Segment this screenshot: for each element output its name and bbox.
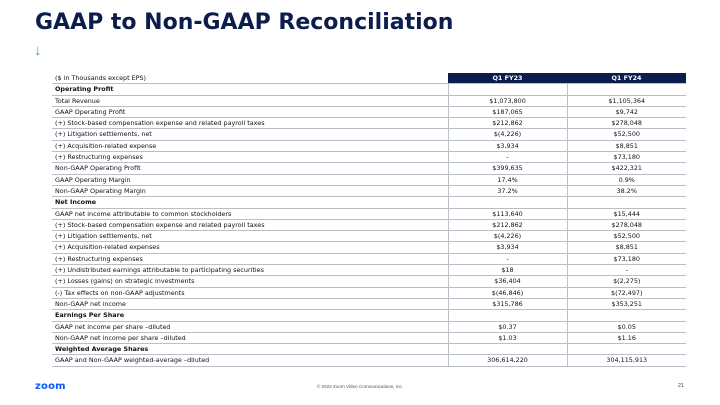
value-q1-fy24	[567, 84, 686, 95]
table-row	[52, 106, 686, 117]
value-q1-fy24	[567, 344, 686, 355]
value-q1-fy24: $278,048	[567, 219, 686, 230]
value-q1-fy23: $18	[448, 265, 567, 276]
value-q1-fy24: 38.2%	[567, 185, 686, 196]
row-label: (-) Tax effects on non-GAAP adjustments	[52, 287, 448, 298]
row-label: (+) Litigation settlements, net	[52, 129, 448, 140]
value-q1-fy23: $399,635	[448, 163, 567, 174]
value-q1-fy24: $73,180	[567, 253, 686, 264]
row-label: GAAP net income per share –diluted	[52, 321, 448, 332]
value-q1-fy24: 304,115,913	[567, 355, 686, 366]
page-number: 21	[677, 383, 684, 389]
value-q1-fy23: -	[448, 152, 567, 163]
row-label: (+) Stock-based compensation expense and related payroll taxes	[52, 118, 448, 129]
table-row	[52, 332, 686, 343]
value-q1-fy24: $8,851	[567, 140, 686, 151]
page-title: GAAP to Non-GAAP Reconciliation	[35, 10, 454, 35]
row-label: Non-GAAP Operating Margin	[52, 185, 448, 196]
table-row	[52, 321, 686, 332]
value-q1-fy24: $8,851	[567, 242, 686, 253]
value-q1-fy24: $9,742	[567, 106, 686, 117]
value-q1-fy23	[448, 344, 567, 355]
value-q1-fy24: $422,321	[567, 163, 686, 174]
row-label: GAAP and Non-GAAP weighted-average –diluted	[52, 355, 448, 366]
table-body	[52, 84, 686, 366]
table-row	[52, 253, 686, 264]
value-q1-fy23: $(4,226)	[448, 231, 567, 242]
table-row	[52, 95, 686, 106]
value-q1-fy23: $(46,846)	[448, 287, 567, 298]
value-q1-fy24: 0.9%	[567, 174, 686, 185]
table-caption: ($ in Thousands except EPS)	[52, 73, 448, 84]
section-row	[52, 310, 686, 321]
value-q1-fy23: 37.2%	[448, 185, 567, 196]
copyright-footer: © 2023 Zoom Video Communications, Inc.	[316, 384, 404, 389]
table-row	[52, 152, 686, 163]
table-row	[52, 265, 686, 276]
table-row	[52, 298, 686, 309]
table-row	[52, 208, 686, 219]
table-row	[52, 163, 686, 174]
value-q1-fy23: $113,640	[448, 208, 567, 219]
row-label: GAAP Operating Profit	[52, 106, 448, 117]
section-row	[52, 84, 686, 95]
table-row	[52, 231, 686, 242]
row-label: (+) Losses (gains) on strategic investments	[52, 276, 448, 287]
down-arrow-icon: ↓	[34, 42, 42, 59]
table-header-row	[52, 73, 686, 84]
value-q1-fy23: $1,073,800	[448, 95, 567, 106]
row-label: Operating Profit	[52, 84, 448, 95]
value-q1-fy23: $36,404	[448, 276, 567, 287]
table-row	[52, 185, 686, 196]
section-row	[52, 344, 686, 355]
table-row	[52, 276, 686, 287]
value-q1-fy24: $278,048	[567, 118, 686, 129]
table-row	[52, 174, 686, 185]
value-q1-fy24: $(2,275)	[567, 276, 686, 287]
value-q1-fy24: $353,251	[567, 298, 686, 309]
column-header-q1-fy23: Q1 FY23	[448, 73, 567, 84]
column-header-q1-fy24: Q1 FY24	[567, 73, 686, 84]
value-q1-fy23: $1.03	[448, 332, 567, 343]
value-q1-fy23: 17.4%	[448, 174, 567, 185]
row-label: (+) Acquisition-related expense	[52, 140, 448, 151]
value-q1-fy24	[567, 197, 686, 208]
row-label: (+) Restructuring expenses	[52, 253, 448, 264]
table-row	[52, 287, 686, 298]
table-row	[52, 140, 686, 151]
row-label: Non-GAAP Operating Profit	[52, 163, 448, 174]
value-q1-fy23: $315,786	[448, 298, 567, 309]
row-label: (+) Acquisition-related expenses	[52, 242, 448, 253]
value-q1-fy23: $187,065	[448, 106, 567, 117]
value-q1-fy24: $1,105,364	[567, 95, 686, 106]
value-q1-fy23	[448, 84, 567, 95]
value-q1-fy23: $212,862	[448, 219, 567, 230]
row-label: Total Revenue	[52, 95, 448, 106]
value-q1-fy23	[448, 310, 567, 321]
value-q1-fy24	[567, 310, 686, 321]
value-q1-fy24: $73,180	[567, 152, 686, 163]
table-row	[52, 242, 686, 253]
value-q1-fy24: -	[567, 265, 686, 276]
value-q1-fy23: $0.37	[448, 321, 567, 332]
table-row	[52, 118, 686, 129]
zoom-logo: zoom	[35, 381, 66, 392]
value-q1-fy23: $212,862	[448, 118, 567, 129]
value-q1-fy23: $(4,226)	[448, 129, 567, 140]
row-label: GAAP Operating Margin	[52, 174, 448, 185]
table-row	[52, 129, 686, 140]
reconciliation-table	[52, 73, 686, 367]
value-q1-fy23	[448, 197, 567, 208]
value-q1-fy24: $(72,497)	[567, 287, 686, 298]
value-q1-fy24: $52,500	[567, 231, 686, 242]
row-label: Net Income	[52, 197, 448, 208]
row-label: (+) Litigation settlements, net	[52, 231, 448, 242]
table-row	[52, 219, 686, 230]
value-q1-fy24: $52,500	[567, 129, 686, 140]
value-q1-fy24: $15,444	[567, 208, 686, 219]
value-q1-fy23: $3,934	[448, 140, 567, 151]
row-label: (+) Stock-based compensation expense and related payroll taxes	[52, 219, 448, 230]
row-label: Weighted Average Shares	[52, 344, 448, 355]
value-q1-fy24: $1.16	[567, 332, 686, 343]
table-row	[52, 355, 686, 366]
section-row	[52, 197, 686, 208]
row-label: GAAP net income attributable to common stockholders	[52, 208, 448, 219]
row-label: (+) Undistributed earnings attributable to participating securities	[52, 265, 448, 276]
row-label: Non-GAAP net income	[52, 298, 448, 309]
row-label: Earnings Per Share	[52, 310, 448, 321]
value-q1-fy24: $0.05	[567, 321, 686, 332]
value-q1-fy23: $3,934	[448, 242, 567, 253]
value-q1-fy23: -	[448, 253, 567, 264]
row-label: (+) Restructuring expenses	[52, 152, 448, 163]
value-q1-fy23: 306,614,220	[448, 355, 567, 366]
row-label: Non-GAAP net income per share –diluted	[52, 332, 448, 343]
